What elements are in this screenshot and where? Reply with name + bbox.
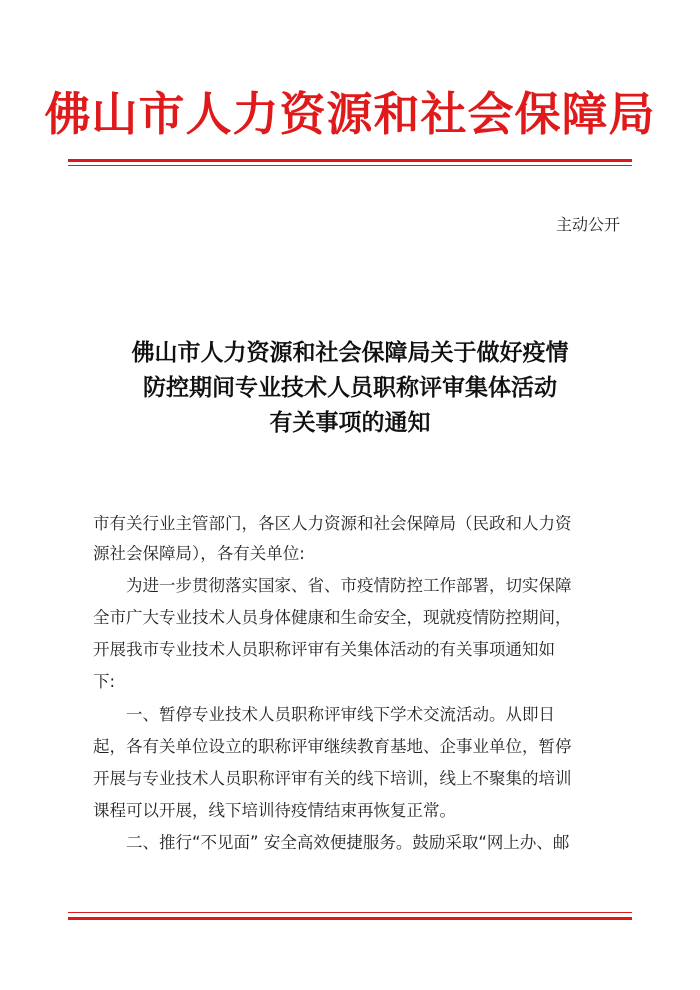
agency-header-title: 佛山市人力资源和社会保障局	[44, 87, 656, 141]
body-line: 市有关行业主管部门，各区人力资源和社会保障局（民政和人力资	[93, 514, 572, 533]
body-line: 一、暂停专业技术人员职称评审线下学术交流活动。从即日	[93, 705, 555, 724]
body-line: 课程可以开展，线下培训待疫情结束再恢复正常。	[93, 801, 456, 820]
disclosure-label: 主动公开	[555, 215, 620, 234]
document-title-line-2: 防控期间专业技术人员职称评审集体活动	[143, 375, 557, 401]
body-line: 全市广大专业技术人员身体健康和生命安全，现就疫情防控期间，	[93, 608, 572, 627]
body-line: 开展我市专业技术人员职称评审有关集体活动的有关事项通知如	[93, 640, 555, 659]
footer-rule-thin	[68, 912, 632, 913]
body-line: 源社会保障局），各有关单位:	[93, 544, 305, 563]
footer-rule-thick	[68, 917, 632, 920]
body-line: 为进一步贯彻落实国家、省、市疫情防控工作部署，切实保障	[93, 576, 572, 595]
document-title-line-3: 有关事项的通知	[269, 410, 431, 436]
header-rule-thick	[68, 159, 632, 162]
body-line: 开展与专业技术人员职称评审有关的线下培训，线上不聚集的培训	[93, 769, 572, 788]
header-rule-thin	[68, 165, 632, 166]
body-line: 起，各有关单位设立的职称评审继续教育基地、企事业单位，暂停	[93, 737, 572, 756]
document-title	[0, 336, 700, 441]
body-line: 下:	[93, 672, 116, 691]
body-line: 二、推行“不见面” 安全高效便捷服务。鼓励采取“网上办、邮	[93, 833, 570, 852]
document-title-line-1: 佛山市人力资源和社会保障局关于做好疫情	[131, 340, 569, 366]
